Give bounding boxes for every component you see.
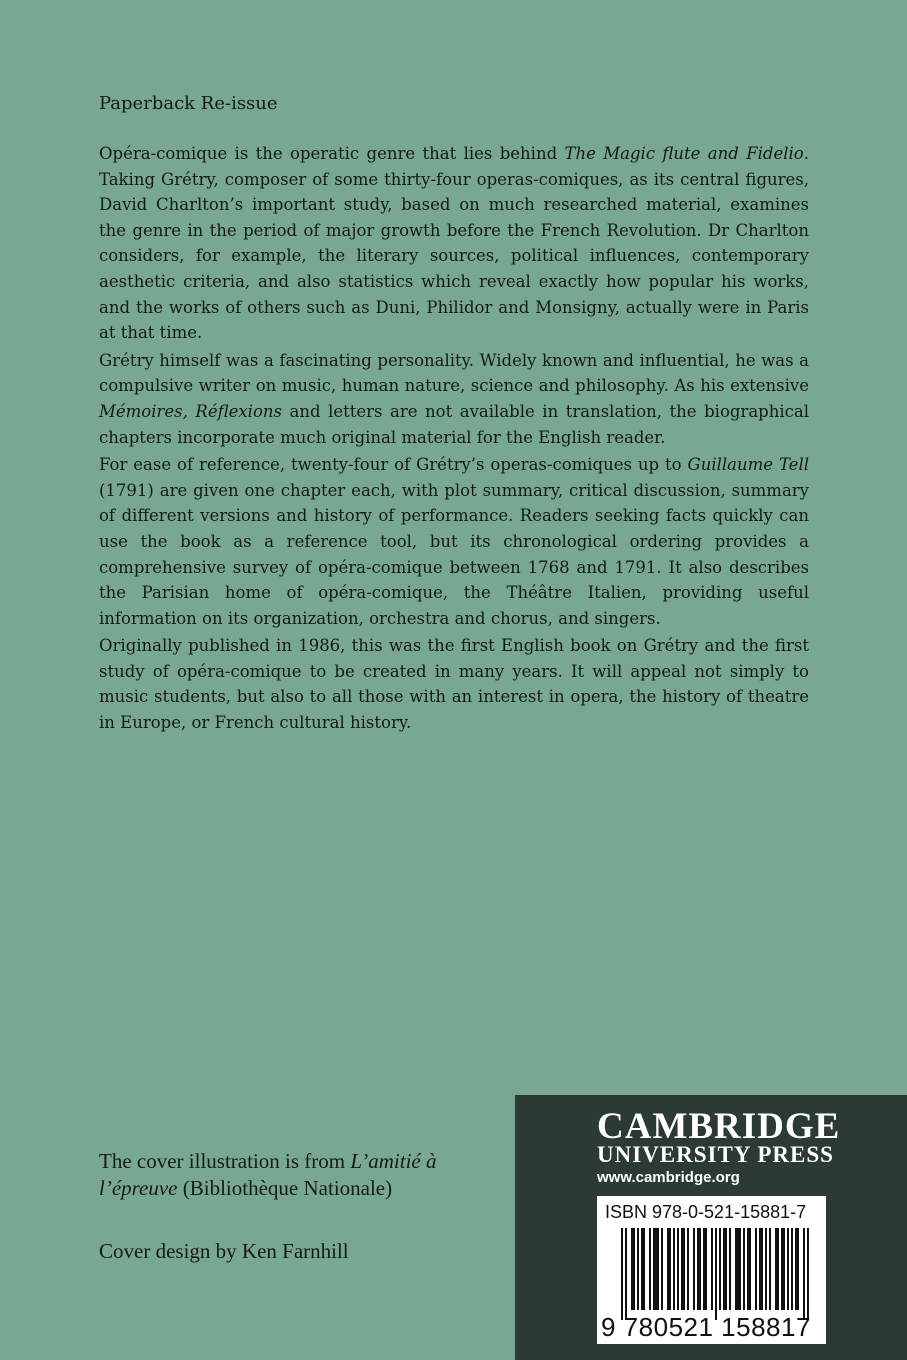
blurb-paragraph-1: Opéra-comique is the operatic genre that lies behind The Magic flute and Fidelio. Taking Grétry, composer of some thirty-four operas-comiques, as its central figures, David Charlton’s important study, based on much researched material, examines the genre in the period of major growth before the French Revolution. Dr Charlton considers, for example, the literary sources, political influences, contemporary aesthetic criteria, and also statistics which reveal exactly how popular his works, and the works of others such as Duni, Philidor and Monsigny, actually were in Paris at that time.: [99, 144, 809, 343]
barcode-bar: [723, 1228, 725, 1310]
publisher-subtitle: UNIVERSITY PRESS: [597, 1142, 834, 1167]
barcode-bar: [699, 1228, 701, 1310]
barcode-bar: [711, 1228, 713, 1310]
barcode-bar: [687, 1228, 689, 1310]
barcode-bar: [683, 1228, 685, 1310]
book-title-reference: Guillaume Tell: [687, 455, 809, 475]
barcode-bar: [775, 1228, 777, 1310]
barcode-bar: [649, 1228, 651, 1310]
barcode-bar: [633, 1228, 635, 1310]
barcode-bar: [781, 1228, 783, 1310]
barcode-bar: [673, 1228, 675, 1310]
book-title-reference: Mémoires, Réflexions: [99, 401, 282, 421]
isbn-digits: 9 780521 158817: [601, 1312, 811, 1342]
blurb-paragraph-4: Originally published in 1986, this was the first English book on Grétry and the first study of opéra-comique to be created in many years. It will appeal not simply to music students, but also to all those with an interest in opera, the history of theatre in Europe, or French cultural history.: [99, 636, 809, 733]
barcode-bar: [681, 1228, 683, 1310]
barcode-bar: [697, 1228, 699, 1310]
barcode-bar: [625, 1228, 627, 1320]
barcode-bar: [739, 1228, 741, 1310]
publisher-panel: [515, 1095, 907, 1360]
barcode-bar: [749, 1228, 751, 1310]
barcode-bar: [795, 1228, 797, 1310]
barcode-bar: [653, 1228, 655, 1310]
blurb-paragraph-2: Grétry himself was a fascinating personality. Widely known and influential, he was a compulsive writer on music, human nature, science and philosophy. As his extensive Mémoires, Réflexions and letters are not available in translation, the biographical chapters incorporate much original material for the English reader.: [99, 350, 809, 447]
barcode-bar: [669, 1228, 671, 1310]
barcode-bar: [777, 1228, 779, 1310]
publisher-name: CAMBRIDGE: [597, 1106, 841, 1147]
barcode-bar: [637, 1228, 639, 1310]
barcode-bar: [743, 1228, 745, 1310]
barcode-bar: [657, 1228, 659, 1310]
barcode-bar: [729, 1228, 731, 1310]
barcode-bar: [769, 1228, 771, 1310]
barcode-bar: [737, 1228, 739, 1310]
isbn-barcode: [597, 1196, 826, 1344]
barcode-bar: [803, 1228, 805, 1320]
barcode-bar: [735, 1228, 737, 1310]
blurb-text: [99, 141, 809, 736]
barcode-bar: [719, 1228, 721, 1310]
barcode-bar: [715, 1228, 717, 1320]
isbn-label: ISBN 978-0-521-15881-7: [605, 1202, 807, 1222]
barcode-bar: [621, 1228, 623, 1320]
barcode-bar: [643, 1228, 645, 1310]
design-credit: Cover design by Ken Farnhill: [99, 1239, 349, 1263]
barcode-bar: [655, 1228, 657, 1310]
barcode-bar: [761, 1228, 763, 1310]
barcode-bar: [759, 1228, 761, 1310]
edition-label: Paperback Re-issue: [99, 93, 278, 114]
barcode-bar: [791, 1228, 793, 1310]
barcode-bar: [755, 1228, 757, 1310]
barcode-bar: [807, 1228, 809, 1320]
barcode-bar: [641, 1228, 643, 1310]
barcode-bar: [765, 1228, 767, 1310]
barcode-bar: [677, 1228, 679, 1310]
barcode-bar: [667, 1228, 669, 1310]
barcode-bar: [703, 1228, 705, 1310]
illustration-credit: The cover illustration is from L’amitié à l’épreuve (Bibliothèque Nationale): [99, 1149, 437, 1200]
barcode-bar: [725, 1228, 727, 1310]
barcode-bar: [693, 1228, 695, 1310]
barcode-bar: [631, 1228, 633, 1310]
barcode-bar: [747, 1228, 749, 1310]
book-title-reference: The Magic flute and Fidelio: [564, 144, 804, 163]
barcode-bar: [783, 1228, 785, 1310]
barcode-bar: [787, 1228, 789, 1310]
barcode-bar: [705, 1228, 707, 1310]
barcode-bar: [797, 1228, 799, 1310]
publisher-url: www.cambridge.org: [597, 1169, 740, 1186]
illustration-title: L’amitié à l’épreuve: [99, 1149, 437, 1200]
barcode-bar: [661, 1228, 663, 1310]
blurb-paragraph-3: For ease of reference, twenty-four of Grétry’s operas-comiques up to Guillaume Tell (1791) are given one chapter each, with plot summary, critical discussion, summary of different versions and history of performance. Readers seeking facts quickly can use the book as a reference tool, but its chronological ordering provides a comprehensive survey of opéra-comique between 1768 and 1791. It also describes the Parisian home of opéra-comique, the Théâtre Italien, providing useful information on its organization, orchestra and chorus, and singers.: [99, 455, 809, 628]
